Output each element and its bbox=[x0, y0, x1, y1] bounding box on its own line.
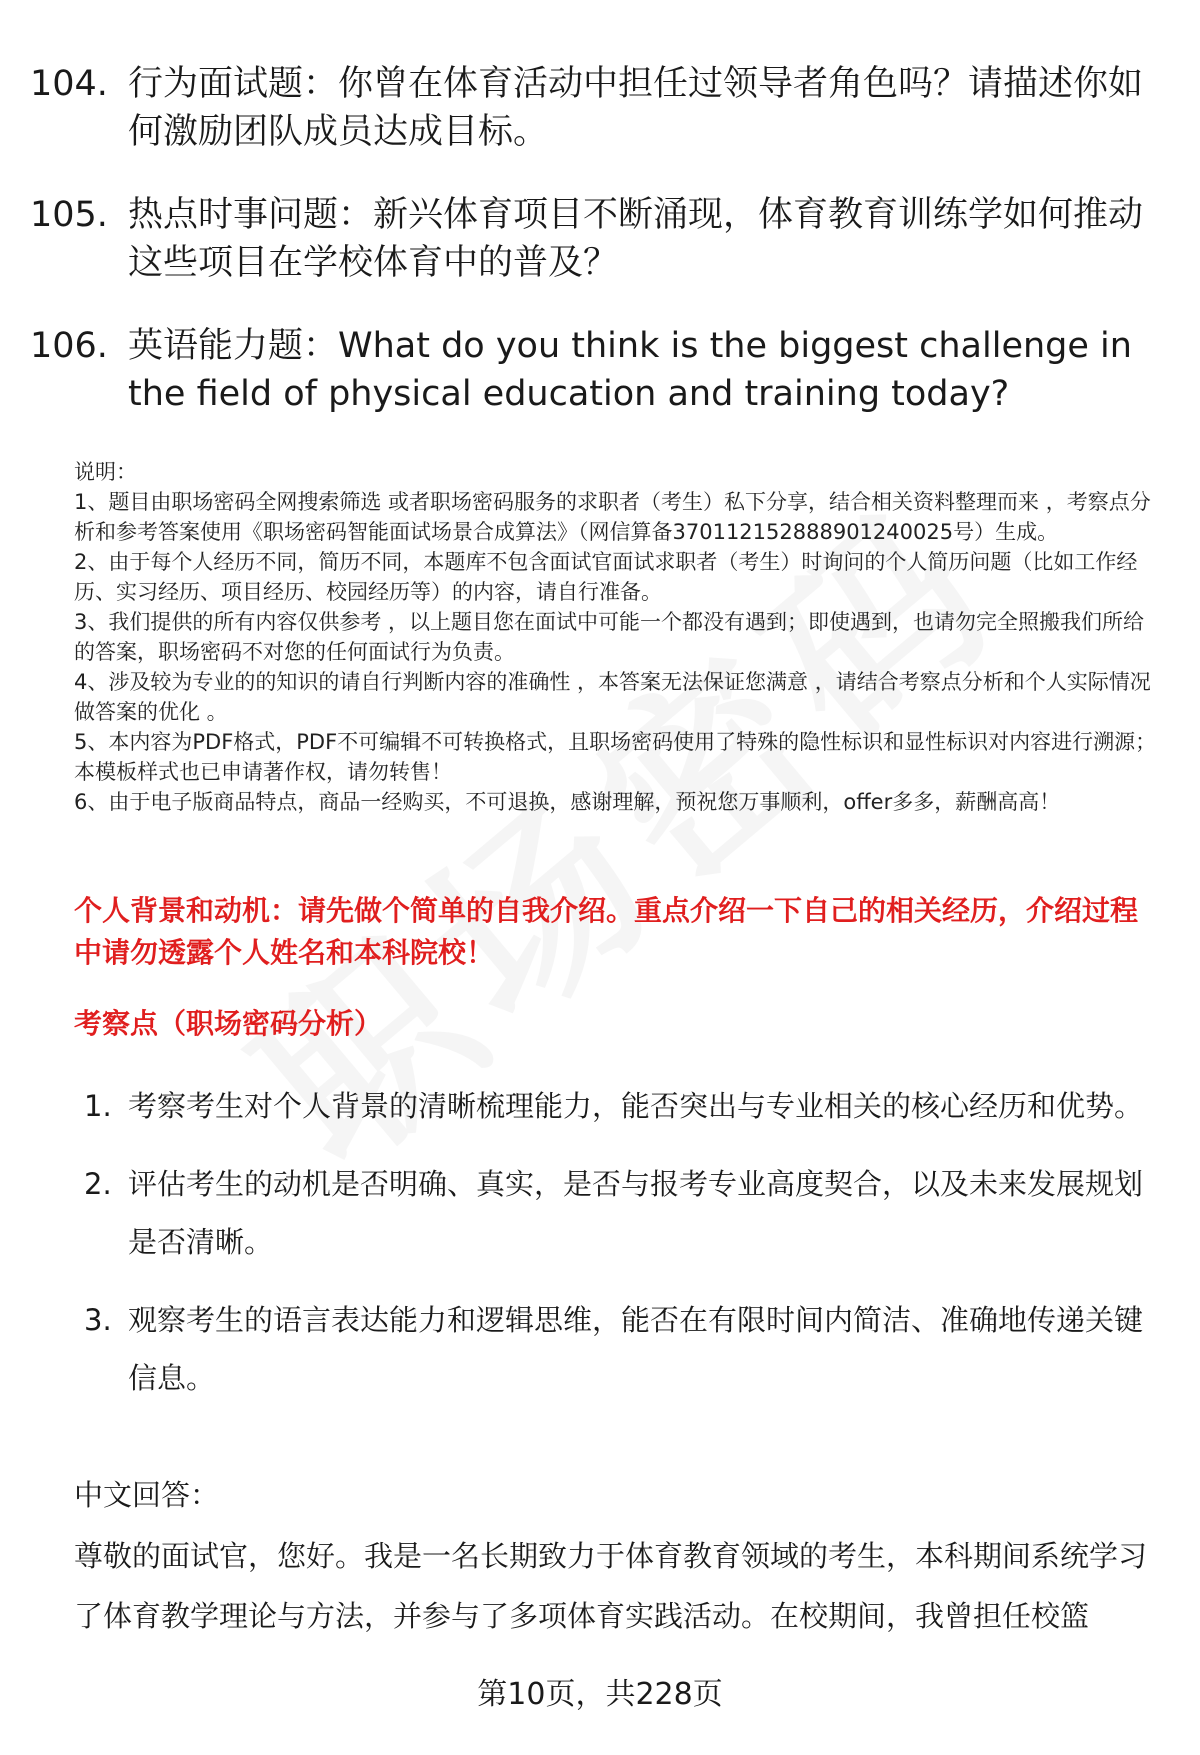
question-104 bbox=[30, 60, 1160, 156]
question-number: 104. bbox=[30, 64, 108, 104]
answer-text: 尊敬的面试官，您好。我是一名长期致力于体育教育领域的考生，本科期间系统学习了体育教学理论与方法，并参与了多项体育实践活动。在校期间，我曾担任校篮 bbox=[74, 1539, 1148, 1633]
question-105 bbox=[30, 191, 1160, 287]
point-number: 3. bbox=[84, 1303, 112, 1337]
question-number: 105. bbox=[30, 195, 108, 235]
question-106 bbox=[30, 322, 1160, 418]
list-item bbox=[84, 1155, 1164, 1271]
answer-label: 中文回答： bbox=[74, 1478, 220, 1512]
assessment-points bbox=[84, 1077, 1164, 1427]
point-number: 1. bbox=[84, 1089, 112, 1123]
note-item: 4、涉及较为专业的的知识的请自行判断内容的准确性 ，本答案无法保证您满意 ，请结合考察点分析和个人实际情况做答案的优化 。 bbox=[74, 670, 1151, 724]
list-item bbox=[84, 1077, 1164, 1135]
point-text: 评估考生的动机是否明确、真实，是否与报考专业高度契合，以及未来发展规划是否清晰。 bbox=[128, 1167, 1144, 1259]
note-item: 2、由于每个人经历不同，简历不同，本题库不包含面试官面试求职者（考生）时询问的个人简历问题（比如工作经历、实习经历、项目经历、校园经历等）的内容，请自行准备。 bbox=[74, 550, 1138, 604]
section-title: 个人背景和动机：请先做个简单的自我介绍。重点介绍一下自己的相关经历，介绍过程中请勿透露个人姓名和本科院校！ bbox=[74, 894, 1139, 969]
question-text: 英语能力题：What do you think is the biggest challenge in the field of physical education and training today? bbox=[128, 326, 1132, 414]
point-text: 观察考生的语言表达能力和逻辑思维，能否在有限时间内简洁、准确地传递关键信息。 bbox=[128, 1303, 1144, 1395]
note-item: 5、本内容为PDF格式，PDF不可编辑不可转换格式，且职场密码使用了特殊的隐性标识和显性标识对内容进行溯源；本模板样式也已申请著作权，请勿转售！ bbox=[74, 730, 1157, 784]
note-item: 6、由于电子版商品特点，商品一经购买，不可退换，感谢理解，预祝您万事顺利，offer多多，薪酬高高！ bbox=[74, 790, 1061, 814]
section-subtitle: 考察点（职场密码分析） bbox=[74, 1007, 383, 1040]
point-text: 考察考生对个人背景的清晰梳理能力，能否突出与专业相关的核心经历和优势。 bbox=[128, 1089, 1144, 1123]
question-text: 行为面试题：你曾在体育活动中担任过领导者角色吗？请描述你如何激励团队成员达成目标。 bbox=[128, 64, 1144, 152]
question-text: 热点时事问题：新兴体育项目不断涌现，体育教育训练学如何推动这些项目在学校体育中的普及？ bbox=[128, 195, 1144, 283]
point-number: 2. bbox=[84, 1167, 112, 1201]
note-item: 1、题目由职场密码全网搜索筛选 或者职场密码服务的求职者（考生）私下分享，结合相关资料整理而来 ，考察点分析和参考答案使用《职场密码智能面试场景合成算法》（网信算备370112152888901240025号）生成。 bbox=[74, 490, 1151, 544]
page-footer: 第10页，共228页 bbox=[477, 1677, 723, 1712]
list-item bbox=[84, 1291, 1164, 1407]
question-number: 106. bbox=[30, 326, 108, 366]
note-item: 3、我们提供的所有内容仅供参考 ，以上题目您在面试中可能一个都没有遇到；即使遇到，也请勿完全照搬我们所给的答案，职场密码不对您的任何面试行为负责。 bbox=[74, 610, 1145, 664]
notes-heading: 说明： bbox=[74, 460, 137, 484]
notes-section bbox=[74, 457, 1164, 817]
